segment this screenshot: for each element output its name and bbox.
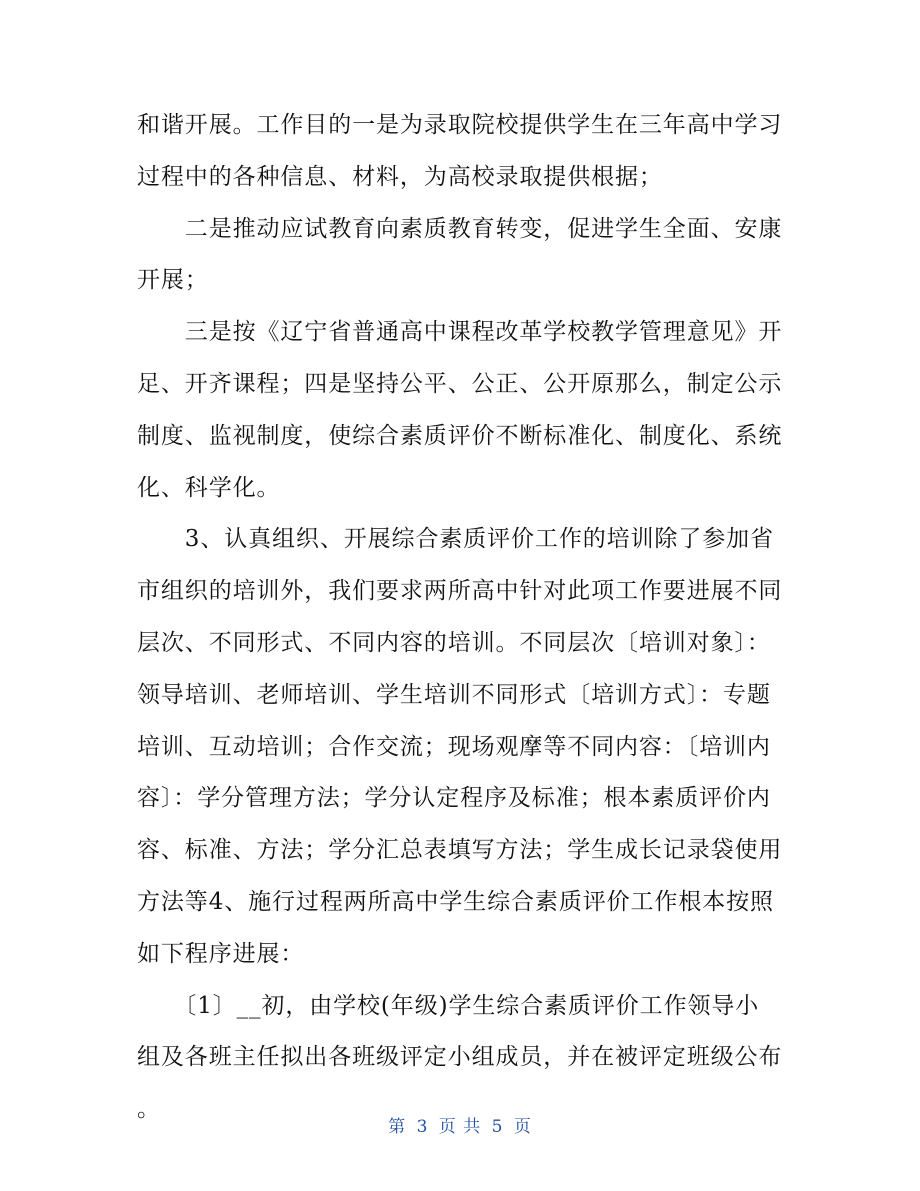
text-line: 容〕：学分管理方法；学分认定程序及标准；根本素质评价内: [137, 785, 771, 812]
total-pages-number: 5: [491, 1117, 504, 1137]
text-line: 组及各班主任拟出各班级评定小组成员，并在被评定班级公布: [137, 1044, 783, 1071]
current-page-number: 3: [416, 1117, 429, 1137]
text-line: 二是推动应试教育向素质教育转变，促进学生全面、安康: [137, 215, 783, 242]
text-line: 〔1〕__初，由学校(年级)学生综合素质评价工作领导小: [137, 992, 760, 1019]
text-line: 过程中的各种信息、材料，为高校录取提供根据；: [137, 163, 663, 190]
text-line: 方法等4、施行过程两所高中学生综合素质评价工作根本按照: [137, 888, 774, 915]
text-line: 容、标准、方法；学分汇总表填写方法；学生成长记录袋使用: [137, 837, 783, 864]
text-line: 三是按《辽宁省普通高中课程改革学校教学管理意见》开: [137, 319, 783, 346]
text-line: 化、科学化。: [137, 474, 281, 501]
body-text: [137, 100, 797, 1136]
text-line: 市组织的培训外，我们要求两所高中针对此项工作要进展不同: [137, 578, 783, 605]
text-line: 和谐开展。工作目的一是为录取院校提供学生在三年高中学习: [137, 112, 783, 138]
page-label-prefix: 第: [388, 1117, 407, 1137]
page-footer: [0, 1112, 920, 1137]
text-line: 如下程序进展：: [137, 940, 305, 967]
text-line: 。: [137, 1096, 161, 1123]
page-label-mid: 页 共: [438, 1117, 482, 1137]
text-line: 足、开齐课程；四是坚持公平、公正、公开原那么，制定公示: [137, 370, 783, 397]
text-line: 培训、互动培训；合作交流；现场观摩等不同内容：〔培训内: [137, 733, 771, 760]
text-line: 层次、不同形式、不同内容的培训。不同层次〔培训对象〕：: [137, 629, 771, 656]
page-label-suffix: 页: [513, 1117, 532, 1137]
text-line: 制度、监视制度，使综合素质评价不断标准化、制度化、系统: [137, 422, 783, 449]
text-line: 开展；: [137, 267, 209, 294]
text-line: 领导培训、老师培训、学生培训不同形式〔培训方式〕：专题: [137, 681, 771, 708]
text-line: 3、认真组织、开展综合素质评价工作的培训除了参加省: [137, 526, 774, 553]
